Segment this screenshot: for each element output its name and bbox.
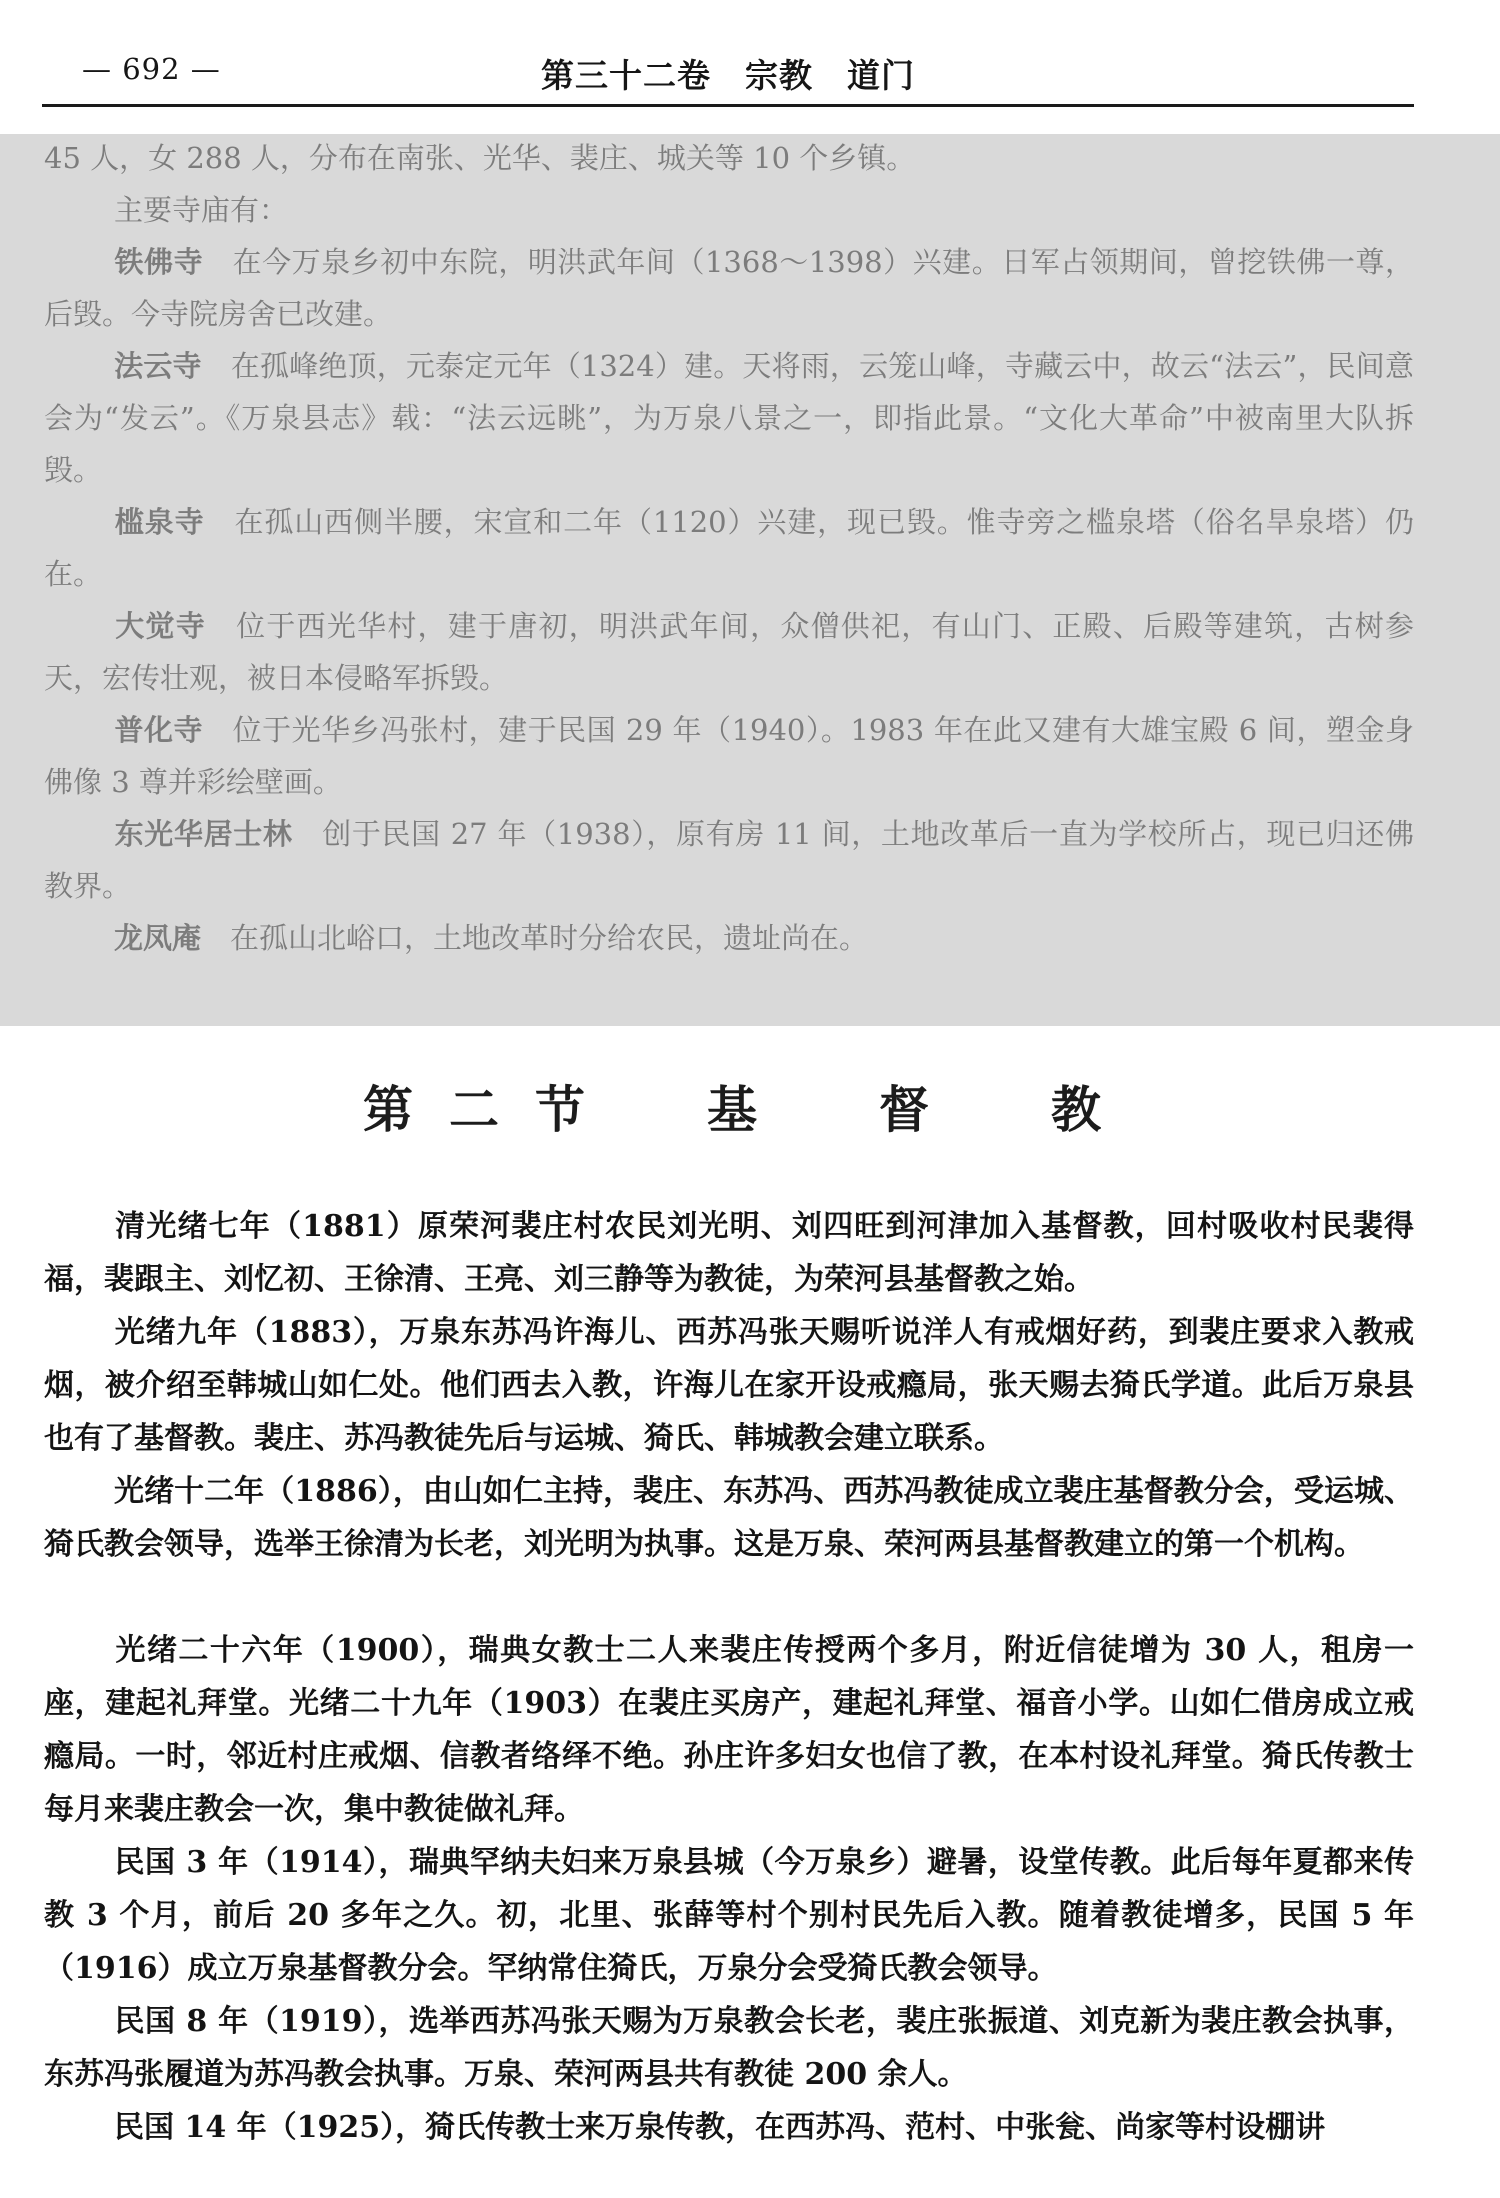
intro-line: 45 人，女 288 人，分布在南张、光华、裴庄、城关等 10 个乡镇。 xyxy=(44,141,916,175)
temple-entry: 法云寺 在孤峰绝顶，元泰定元年（1324）建。天将雨，云笼山峰，寺藏云中，故云“法云”，民间意会为“发云”。《万泉县志》载：“法云远眺”，为万泉八景之一，即指此景。“文化大革命”中被南里大队拆毁。 xyxy=(44,349,1414,487)
temple-entry: 东光华居士林 创于民国 27 年（1938），原有房 11 间，土地改革后一直为学校所占，现已归还佛教界。 xyxy=(44,817,1414,903)
temples-heading: 主要寺庙有： xyxy=(114,193,289,227)
shaded-previous-section xyxy=(0,134,1500,1026)
body-paragraph: 光绪十二年（1886），由山如仁主持，裴庄、东苏冯、西苏冯教徒成立裴庄基督教分会，受运城、猗氏教会领导，选举王徐清为长老，刘光明为执事。这是万泉、荣河两县基督教建立的第一个机构。 xyxy=(44,1474,1414,1562)
temple-name: 大觉寺 xyxy=(114,609,206,643)
temple-name: 东光华居士林 xyxy=(114,817,293,851)
page-number: — 692 — xyxy=(82,52,221,86)
section-title: 第二节 基 督 教 xyxy=(363,1080,1137,1139)
body-paragraph: 民国 3 年（1914），瑞典罕纳夫妇来万泉县城（今万泉乡）避暑，设堂传教。此后每年夏都来传教 3 个月，前后 20 多年之久。初，北里、张薛等村个别村民先后入教。随着教徒增多，民国 5 年（1916）成立万泉基督教分会。罕纳常住猗氏，万泉分会受猗氏教会领导。 xyxy=(44,1845,1414,1986)
body-paragraph: 清光绪七年（1881）原荣河裴庄村农民刘光明、刘四旺到河津加入基督教，回村吸收村民裴得福，裴跟主、刘忆初、王徐清、王亮、刘三静等为教徒，为荣河县基督教之始。 xyxy=(44,1209,1414,1297)
temple-name: 普化寺 xyxy=(114,713,204,747)
body-paragraph: 民国 8 年（1919），选举西苏冯张天赐为万泉教会长老，裴庄张振道、刘克新为裴庄教会执事，东苏冯张履道为苏冯教会执事。万泉、荣河两县共有教徒 200 余人。 xyxy=(44,2004,1414,2092)
body-paragraph: 光绪二十六年（1900），瑞典女教士二人来裴庄传授两个多月，附近信徒增为 30 人，租房一座，建起礼拜堂。光绪二十九年（1903）在裴庄买房产，建起礼拜堂、福音小学。山如仁借房成立戒瘾局。一时，邻近村庄戒烟、信教者络绎不绝。孙庄许多妇女也信了教，在本村设礼拜堂。猗氏传教士每月来裴庄教会一次，集中教徒做礼拜。 xyxy=(44,1633,1414,1827)
page-header xyxy=(42,38,1414,107)
body-paragraph: 光绪九年（1883），万泉东苏冯许海儿、西苏冯张天赐听说洋人有戒烟好药，到裴庄要求入教戒烟，被介绍至韩城山如仁处。他们西去入教，许海儿在家开设戒瘾局，张天赐去猗氏学道。此后万泉县也有了基督教。裴庄、苏冯教徒先后与运城、猗氏、韩城教会建立联系。 xyxy=(44,1315,1414,1456)
body-paragraph: 民国 14 年（1925），猗氏传教士来万泉传教，在西苏冯、范村、中张瓮、尚家等村设棚讲 xyxy=(114,2110,1326,2145)
temple-entry: 槛泉寺 在孤山西侧半腰，宋宣和二年（1120）兴建，现已毁。惟寺旁之槛泉塔（俗名旱泉塔）仍在。 xyxy=(44,505,1414,591)
temple-entry: 大觉寺 位于西光华村，建于唐初，明洪武年间，众僧供祀，有山门、正殿、后殿等建筑，古树参天，宏传壮观，被日本侵略军拆毁。 xyxy=(44,609,1414,695)
temple-entry: 普化寺 位于光华乡冯张村，建于民国 29 年（1940）。1983 年在此又建有大雄宝殿 6 间，塑金身佛像 3 尊并彩绘壁画。 xyxy=(44,713,1414,799)
temple-name: 铁佛寺 xyxy=(114,245,204,279)
temple-entry: 铁佛寺 在今万泉乡初中东院，明洪武年间（1368～1398）兴建。日军占领期间，曾挖铁佛一尊，后毁。今寺院房舍已改建。 xyxy=(44,245,1414,331)
temple-name: 槛泉寺 xyxy=(114,505,205,539)
running-title: 第三十二卷 宗教 道门 xyxy=(541,56,915,95)
temple-name: 法云寺 xyxy=(114,349,202,383)
temple-name: 龙凤庵 xyxy=(114,921,202,955)
temple-entry: 龙凤庵 在孤山北峪口，土地改革时分给农民，遗址尚在。 xyxy=(114,921,869,955)
